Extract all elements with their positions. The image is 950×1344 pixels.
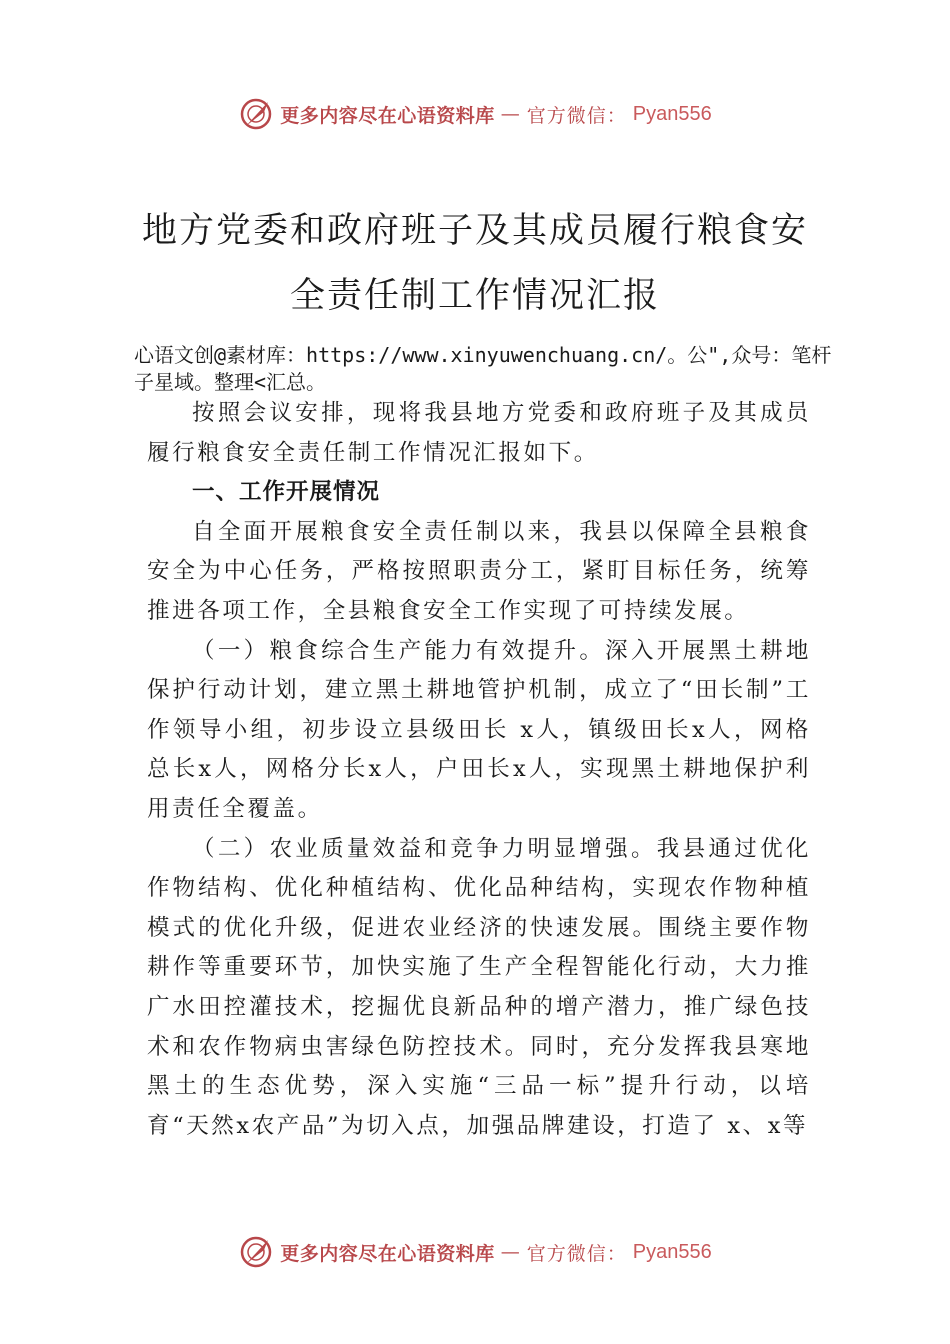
banner-wechat-label: 官方微信：	[526, 104, 627, 127]
banner-main-text: 更多内容尽在心语资料库	[280, 104, 495, 127]
item-2-paragraph: （二）农业质量效益和竞争力明显增强。我县通过优化作物结构、优化种植结构、优化品种结构，实现农作物种植模式的优化升级，促进农业经济的快速发展。围绕主要作物耕作等重要环节，加快实施了生产全程智能化行动，大力推广水田控灌技术，挖掘优良新品种的增产潜力，推广绿色技术和农作物病虫害绿色防控技术。同时，充分发挥我县寒地黑土的生态优势，深入实施“三品一标”提升行动，以培育“天然x农产品”为切入点，加强品牌建设，打造了 x、x等	[147, 835, 811, 1139]
document-title-line-1: 地方党委和政府班子及其成员履行粮食安	[141, 211, 808, 251]
item-1-paragraph: （一）粮食综合生产能力有效提升。深入开展黑土耕地保护行动计划，建立黑土耕地管护机制，成立了“田长制”工作领导小组，初步设立县级田长 x人，镇级田长x人，网格总长x人，网格分长x人，户田长x人，实现黑土耕地保护利用责任全覆盖。	[147, 637, 811, 822]
quill-seal-icon	[238, 96, 274, 132]
document-body	[147, 394, 811, 1146]
banner-dash: —	[500, 1241, 521, 1263]
banner-main-text: 更多内容尽在心语资料库	[280, 1242, 495, 1265]
banner-dash: —	[500, 103, 521, 125]
section-heading: 一、工作开展情况	[192, 479, 381, 506]
source-note: 心语文创@素材库：https://www.xinyuwenchuang.cn/。公",众号：笔杆子星域。整理<汇总。	[134, 343, 832, 394]
banner-wechat-id: Pyan556	[632, 1240, 712, 1263]
banner-wechat-label: 官方微信：	[526, 1242, 627, 1265]
banner-wechat-id: Pyan556	[632, 102, 712, 125]
intro-paragraph: 按照会议安排，现将我县地方党委和政府班子及其成员履行粮食安全责任制工作情况汇报如下。	[147, 400, 811, 466]
header-banner	[0, 94, 950, 134]
section-intro-paragraph: 自全面开展粮食安全责任制以来，我县以保障全县粮食安全为中心任务，严格按照职责分工，紧盯目标任务，统筹推进各项工作，全县粮食安全工作实现了可持续发展。	[147, 518, 811, 624]
quill-seal-icon	[238, 1234, 274, 1270]
document-title-line-2: 全责任制工作情况汇报	[289, 276, 660, 316]
footer-banner	[0, 1232, 950, 1272]
